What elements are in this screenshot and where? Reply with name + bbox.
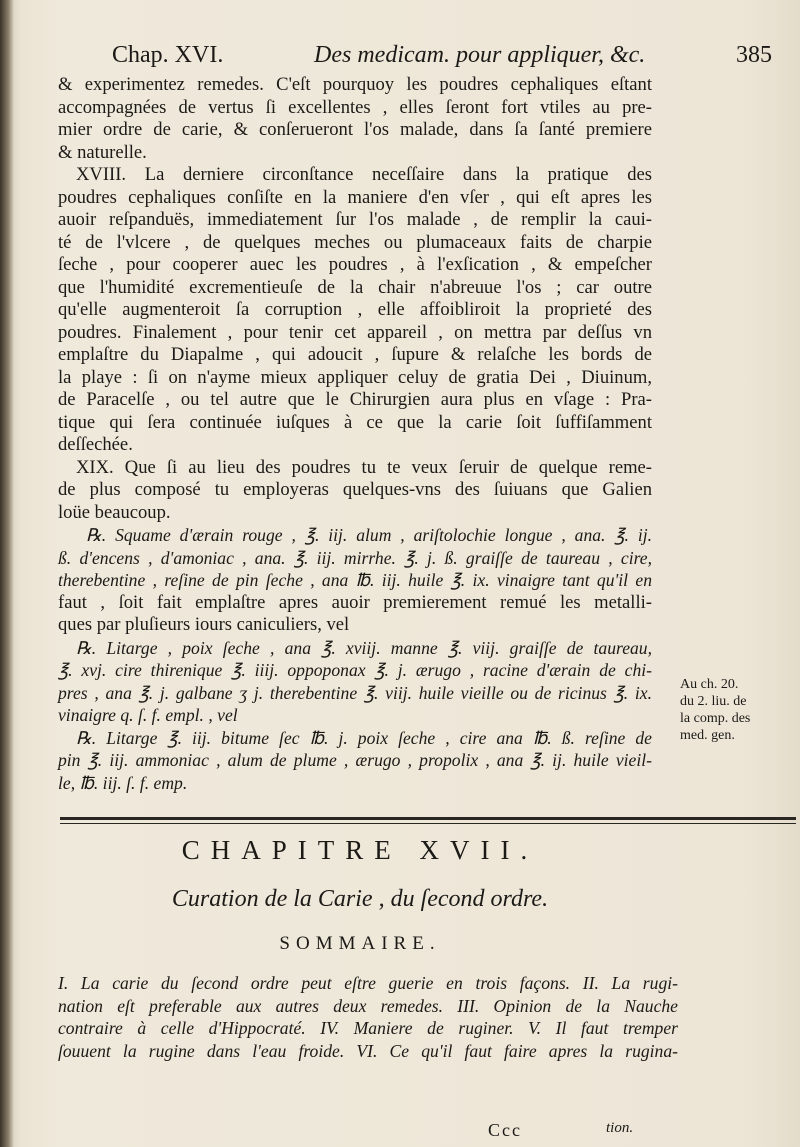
chapter-subtitle: Curation de la Carie , du ſecond ordre.	[171, 886, 549, 912]
body-line: poudres cephaliques conſiſte en la maniere d'en vſer , qui eſt apres les	[58, 186, 652, 208]
recipe-line: ℞. Litarge ℥. iij. bitume ſec ℔. j. poix ſeche , cire ana ℔. ß. reſine de	[76, 727, 652, 748]
recipe-line: ℞. Squame d'ærain rouge , ℥. iij. alum , ariſtolochie longue , ana. ℥. ij.	[86, 525, 652, 545]
running-header	[112, 42, 772, 69]
recipe-line: ℥. xvj. cire thirenique ℥. iiij. oppoponax ℥. j. ærugo , racine d'ærain de chi-	[58, 660, 652, 680]
summary-line: contraire à celle d'Hippocraté. IV. Maniere de ruginer. V. Il faut tremper	[58, 1018, 678, 1038]
margin-note-line: med. gen.	[680, 728, 735, 743]
body-line: XIX. Que ſi au lieu des poudres tu te veux ſeruir de quelque reme-	[76, 456, 652, 478]
signature-mark: Ccc	[488, 1120, 522, 1140]
summary-text	[58, 972, 678, 1062]
chapter-title: CHAPITRE XVII.	[181, 835, 539, 865]
body-line: qu'elle augmenteroit ſa corruption , elle affoibliroit la proprieté des	[58, 299, 652, 320]
body-line: té de l'vlcere , de quelques meches ou plumaceaux faits de charpie	[58, 231, 652, 253]
body-line: accompagnées de vertus ſi excellentes , elles ſeront fort vtiles au pre-	[58, 96, 652, 118]
recipe-line: ℞. Litarge , poix ſeche , ana ℥. xviij. manne ℥. viij. graiſſe de taureau,	[76, 637, 652, 658]
summary-line: nation eſt preferable aux autres deux remedes. III. Opinion de la Nauche	[58, 995, 678, 1016]
recipe-line: vinaigre q. ſ. f. empl. , vel	[58, 705, 238, 725]
margin-note-line: du 2. liu. de	[680, 694, 747, 709]
body-line: XVIII. La derniere circonſtance neceſſaire dans la pratique des	[76, 164, 652, 185]
ornamental-rule	[60, 817, 796, 824]
body-line: & naturelle.	[58, 141, 147, 163]
recipe-line: le, ℔. iij. ſ. f. emp.	[58, 772, 188, 793]
body-text	[58, 74, 652, 794]
summary-line: I. La carie du ſecond ordre peut eſtre guerie en trois façons. II. La rugi-	[58, 973, 678, 993]
recipe-line: pin ℥. iij. ammoniac , alum de plume , ærugo , propolix , ana ℥. ij. huile vieil-	[58, 750, 652, 770]
page-number: 385	[736, 42, 772, 68]
body-line: deſſechée.	[58, 434, 133, 455]
body-line: de Paracelſe , ou tel autre que le Chirurgien aura plus en vſage : Pra-	[58, 389, 652, 410]
catchword: tion.	[606, 1120, 634, 1136]
body-line: emplaſtre du Diapalme , qui adoucit , ſupure & relaſche les bords de	[58, 344, 652, 365]
body-line: ſeche , pour cooperer auec les poudres , à l'exſication , & empeſcher	[58, 254, 652, 275]
header-chapter: Chap. XVI.	[112, 42, 224, 68]
recipe-line: ß. d'encens , d'amoniac , ana. ℥. iij. mirrhe. ℥. j. ß. graiſſe de taureau , cire,	[58, 547, 652, 568]
body-line: mier ordre de carie, & conſerueront l'os malade, dans ſa ſanté premiere	[58, 119, 652, 140]
body-line: que l'humidité excrementieuſe de la chair n'abreuue l'os ; car outre	[58, 276, 652, 298]
sommaire-heading: SOMMAIRE.	[279, 933, 441, 954]
margin-note-line: la comp. des	[680, 711, 751, 726]
recipe-line: faut , ſoit fait emplaſtre apres auoir premierement remué les metalli-	[58, 591, 652, 613]
body-line: poudres. Finalement , pour tenir cet appareil , on mettra par deſſus vn	[58, 321, 652, 343]
margin-note-line: Au ch. 20.	[680, 677, 739, 692]
margin-note	[680, 676, 792, 744]
recipe-line: pres , ana ℥. j. galbane ʒ j. therebentine ℥. viij. huile vieille ou de ricinus ℥. ix.	[58, 682, 652, 703]
recipe-line: ques par pluſieurs iours caniculiers, vel	[58, 614, 350, 635]
body-line: de plus composé tu employeras quelques-vns des ſuiuans que Galien	[58, 479, 652, 500]
book-spine-shadow	[0, 0, 14, 1147]
body-line: la playe : ſi on n'ayme mieux appliquer celuy de gratia Dei , Diuinum,	[58, 366, 652, 388]
recipe-line: therebentine , reſine de pin ſeche , ana ℔. iij. huile ℥. ix. vinaigre tant qu'il en	[58, 570, 652, 590]
body-line: tique qui ſera continuée iuſques à ce que la carie ſoit ſuffiſamment	[58, 411, 652, 433]
summary-line: ſouuent la rugine dans l'eau froide. VI. Ce qu'il faut faire apres la rugina-	[58, 1040, 678, 1061]
header-title: Des medicam. pour appliquer, &c.	[314, 42, 646, 68]
body-line: loüe beaucoup.	[58, 501, 171, 523]
body-line: & experimentez remedes. C'eſt pourquoy les poudres cephaliques eſtant	[58, 74, 652, 95]
body-line: auoir reſpanduës, immediatement ſur l'os malade , de remplir la caui-	[58, 209, 652, 230]
